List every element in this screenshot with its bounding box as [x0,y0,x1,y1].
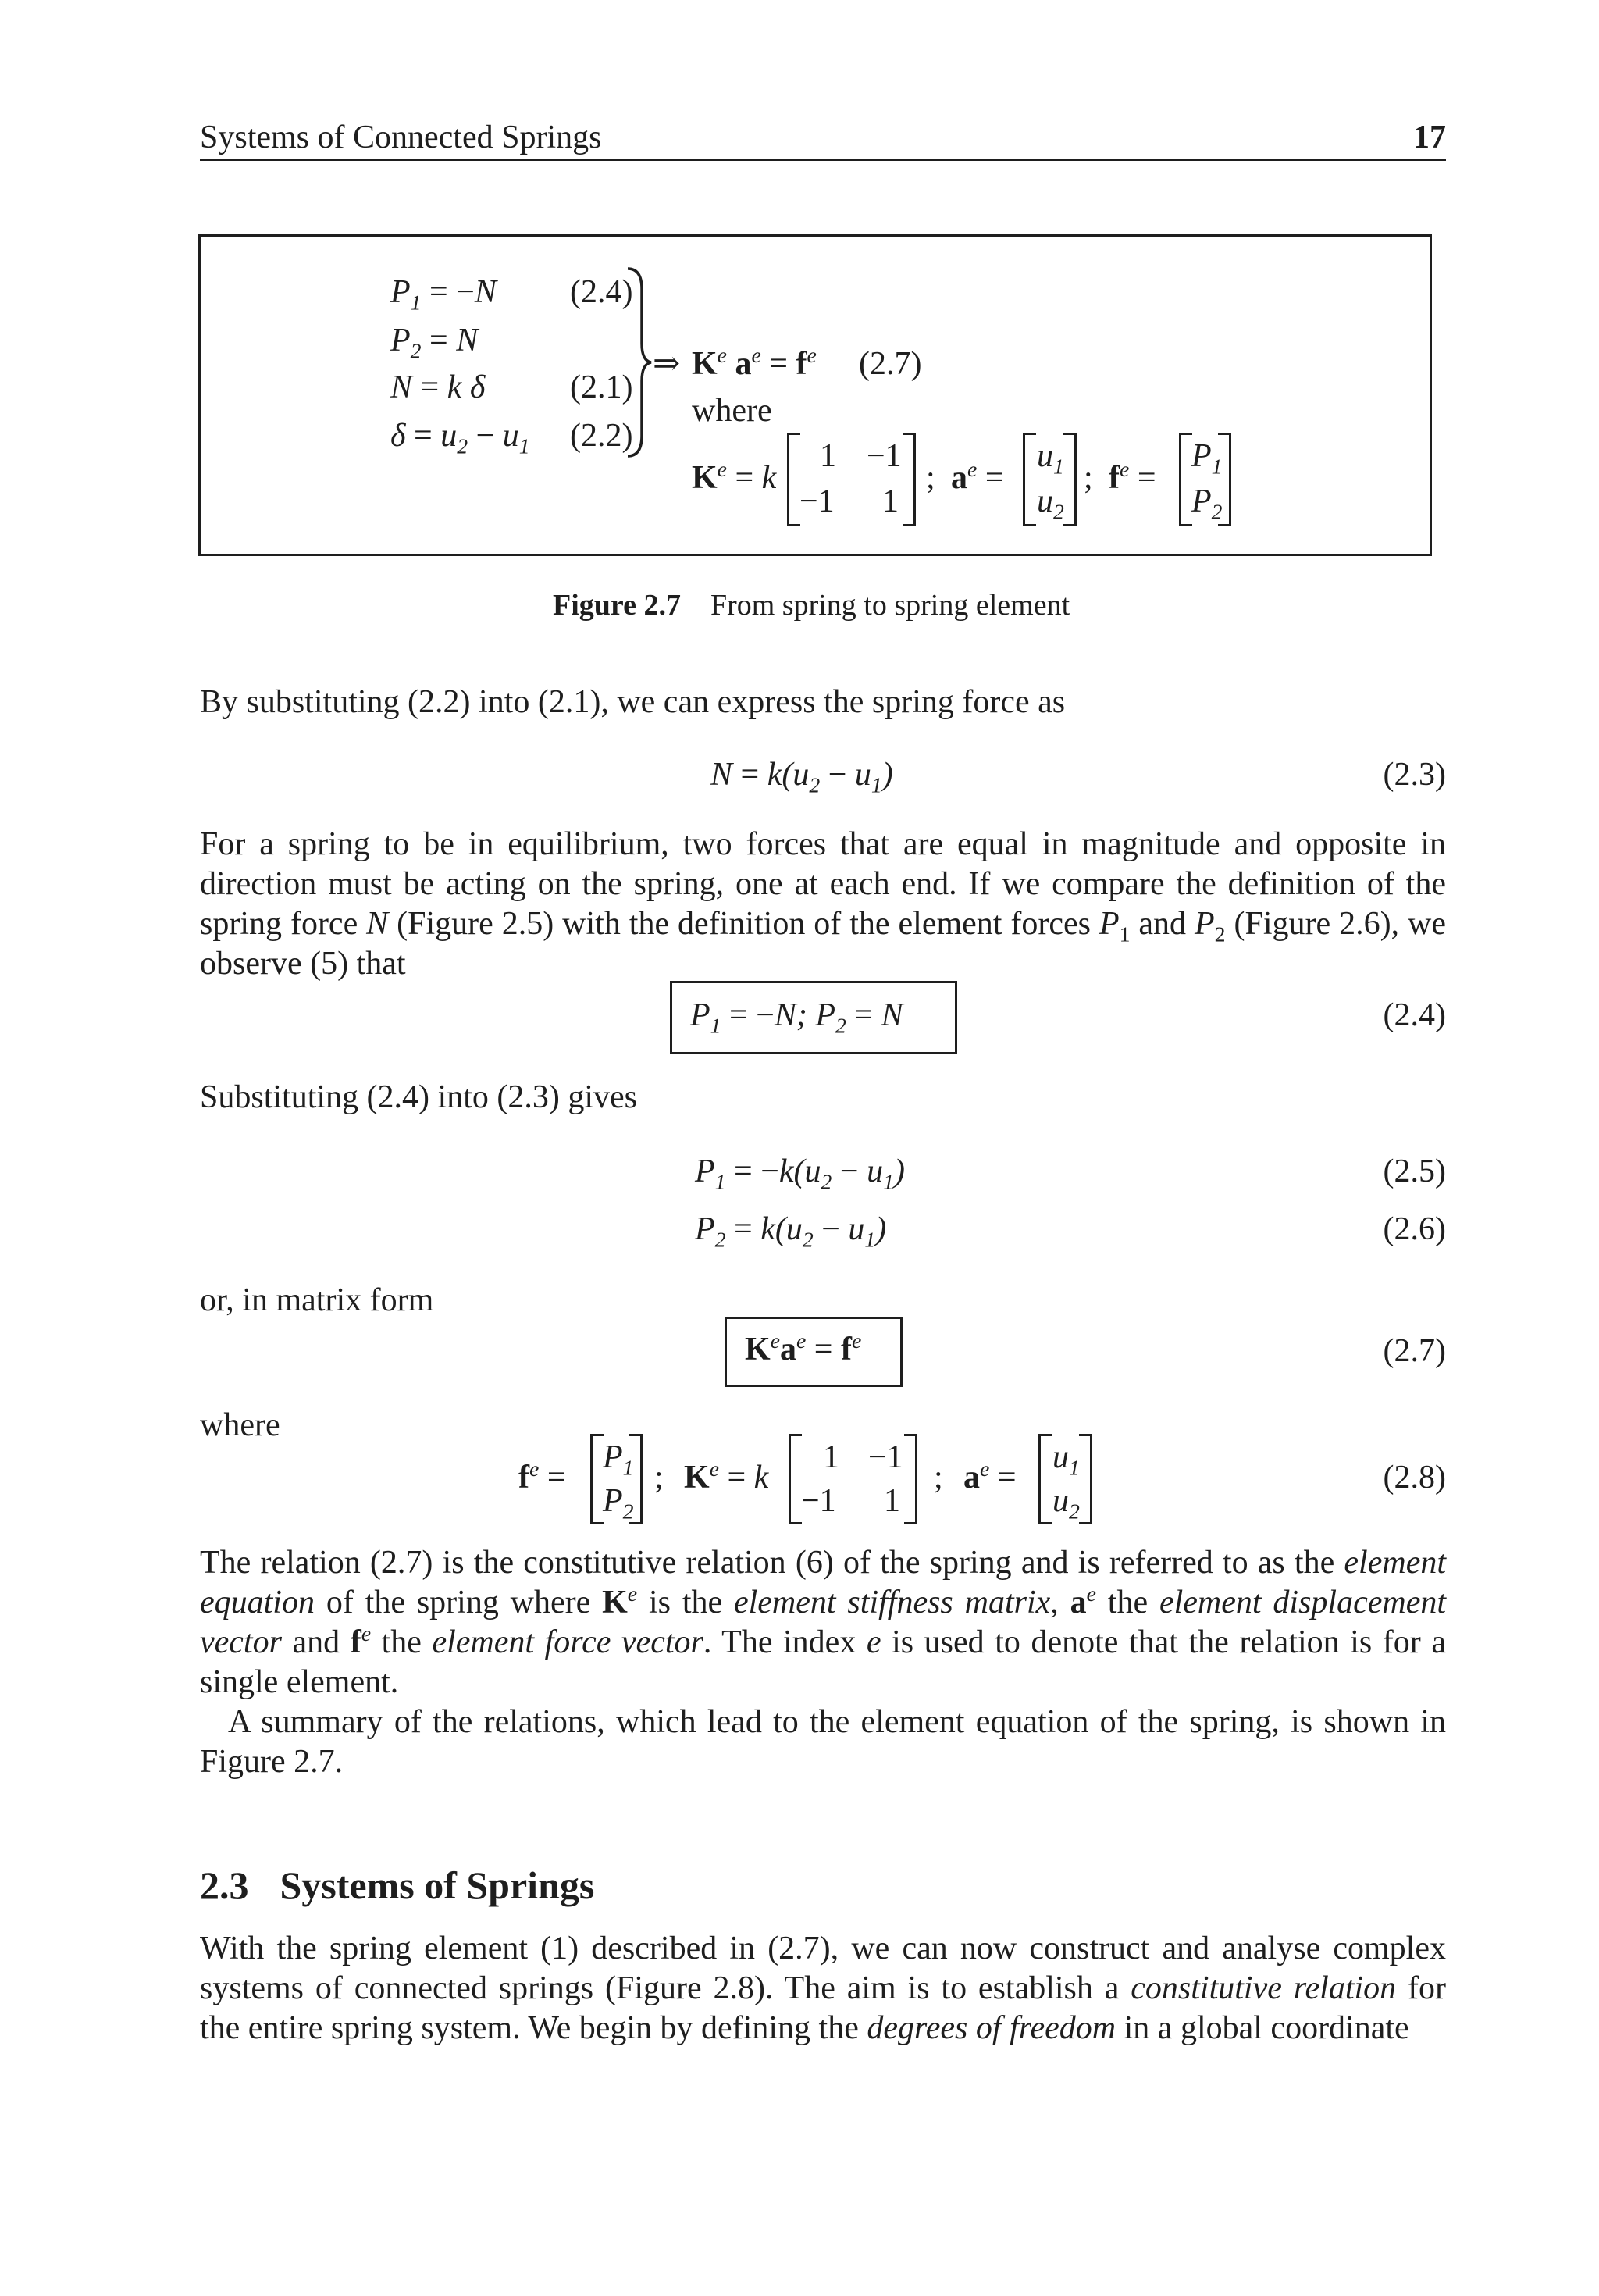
paragraph-1: By substituting (2.2) into (2.1), we can express the spring force as [200,684,1066,720]
section-title: Systems of Springs [280,1863,595,1907]
eq28-sep2: ; [934,1460,943,1496]
fig-row-4-ref: (2.2) [570,418,633,454]
equation-2-4-number: (2.4) [1383,997,1446,1033]
paragraph-2: For a spring to be in equilibrium, two forces that are equal in magnitude and opposite in direction must be acting on the spring, one at each end. If we compare the definition of the spring force N (Figure 2.5) with the definition of the element forces $P_1$ and $P_2$ (Figure 2.6), we observe (5) that [200,826,1446,982]
equation-2-6-number: (2.6) [1383,1211,1446,1247]
fig-where: where [692,393,772,429]
equation-2-8-number: (2.8) [1383,1460,1446,1496]
fig-row-3-ref: (2.1) [570,369,633,405]
equation-2-5: $P_1 = -k(u_2 - u_1)$ [695,1153,905,1194]
fig-sep2: ; [1084,460,1093,496]
paragraph-6: The relation (2.7) is the constitutive relation (6) of the spring and is referred to as the element equation of the spring where $K^e$ is the element stiffness matrix, $a^e$ the element displacement vector and $f^e$ the element force vector. The index e is used to denote that the relation is for a single element. A summary of the relations, which lead to the element equation of the spring, is shown in Figure 2.7. [200,1543,1446,1782]
paragraph-7: A summary of the relations, which lead to the element equation of the spring, is shown in Figure 2.7. [200,1704,1446,1780]
curly-brace [625,266,656,461]
paragraph-3: Substituting (2.4) into (2.3) gives [200,1079,637,1115]
running-title: Systems of Connected Springs [200,119,602,155]
eq28-f-1: $P_1$ [603,1439,634,1480]
eq28-sep1: ; [654,1460,664,1496]
fig-K-12: −1 [867,438,902,474]
page-number: 17 [1413,119,1446,155]
fig-a-1: $u_1$ [1037,438,1064,479]
fig-K-label: $K^e = k$ [692,456,777,496]
eq28-f-label: $f^e$ = [518,1456,566,1496]
equation-2-7-number: (2.7) [1383,1333,1446,1369]
eq28-K-11: 1 [823,1439,839,1475]
paragraph-8: With the spring element (1) described in (2.7), we can now construct and analyse complex systems of connected springs (Figure 2.8). The aim is to establish a constitutive relation for the entire spring system. We begin by defining the degrees of freedom in a global coordinate [200,1931,1446,2046]
fig-K-11: 1 [820,438,836,474]
eq28-K-21: −1 [801,1483,836,1519]
eq28-K-label: $K^e = k$ [684,1456,769,1496]
eq28-f-2: $P_2$ [603,1483,634,1524]
fig-row-1-ref: (2.4) [570,274,633,310]
fig-a-label: $a^e$ = [951,456,1004,496]
paragraph-5: where [200,1407,280,1443]
fig-f-1: $P_1$ [1191,438,1223,479]
eq28-K-right-bracket [904,1434,917,1524]
fig-result-ref: (2.7) [859,346,922,382]
fig-a-left-bracket [1023,433,1036,526]
fig-f-right-bracket [1218,433,1231,526]
eq28-a-right-bracket [1079,1434,1092,1524]
figure-caption-text: From spring to spring element [710,589,1070,622]
fig-K-22: 1 [882,483,899,519]
equation-2-3: $N = k(u_2 - u_1)$ [710,757,893,797]
eq28-a-left-bracket [1038,1434,1052,1524]
fig-row-2-lhs: $P_2 = N$ [390,323,479,363]
equation-2-7: $K^ea^e = f^e$ [745,1328,862,1367]
eq28-a-2: $u_2$ [1052,1483,1080,1524]
eq28-f-right-bracket [629,1434,643,1524]
eq28-K-22: 1 [884,1483,900,1519]
eq28-K-left-bracket [789,1434,802,1524]
fig-sep1: ; [926,460,935,496]
fig-f-left-bracket [1179,433,1192,526]
fig-result-eq: $K^e$ $a^e = f^e$ [692,342,817,382]
fig-a-2: $u_2$ [1037,483,1064,524]
eq28-a-1: $u_1$ [1052,1439,1080,1480]
figure-caption-label: Figure 2.7 [553,589,681,622]
header-rule [200,159,1446,161]
fig-row-1-lhs: $P_1 = -N$ [390,274,497,315]
fig-K-left-bracket [787,433,800,526]
equation-2-6: $P_2 = k(u_2 - u_1)$ [695,1211,887,1252]
fig-row-3-lhs: N = k δ [390,369,486,405]
equation-2-4: $P_1 = -N$; $P_2 = N$ [690,997,903,1038]
fig-f-label: $f^e$ = [1109,456,1156,496]
fig-K-right-bracket [903,433,916,526]
fig-K-21: −1 [800,483,835,519]
equation-2-3-number: (2.3) [1383,757,1446,793]
equation-2-5-number: (2.5) [1383,1153,1446,1189]
section-number: 2.3 [200,1863,249,1907]
paragraph-4: or, in matrix form [200,1282,434,1318]
section-heading [200,1862,594,1909]
fig-row-4-lhs: $\delta = u_2 - u_1$ [390,418,530,458]
figure-caption [553,586,1070,625]
eq28-K-12: −1 [868,1439,903,1475]
fig-a-right-bracket [1063,433,1077,526]
eq28-a-label: $a^e$ = [963,1456,1017,1496]
implies-arrow: ⇒ [653,346,681,382]
eq28-f-left-bracket [590,1434,604,1524]
fig-f-2: $P_2$ [1191,483,1223,524]
